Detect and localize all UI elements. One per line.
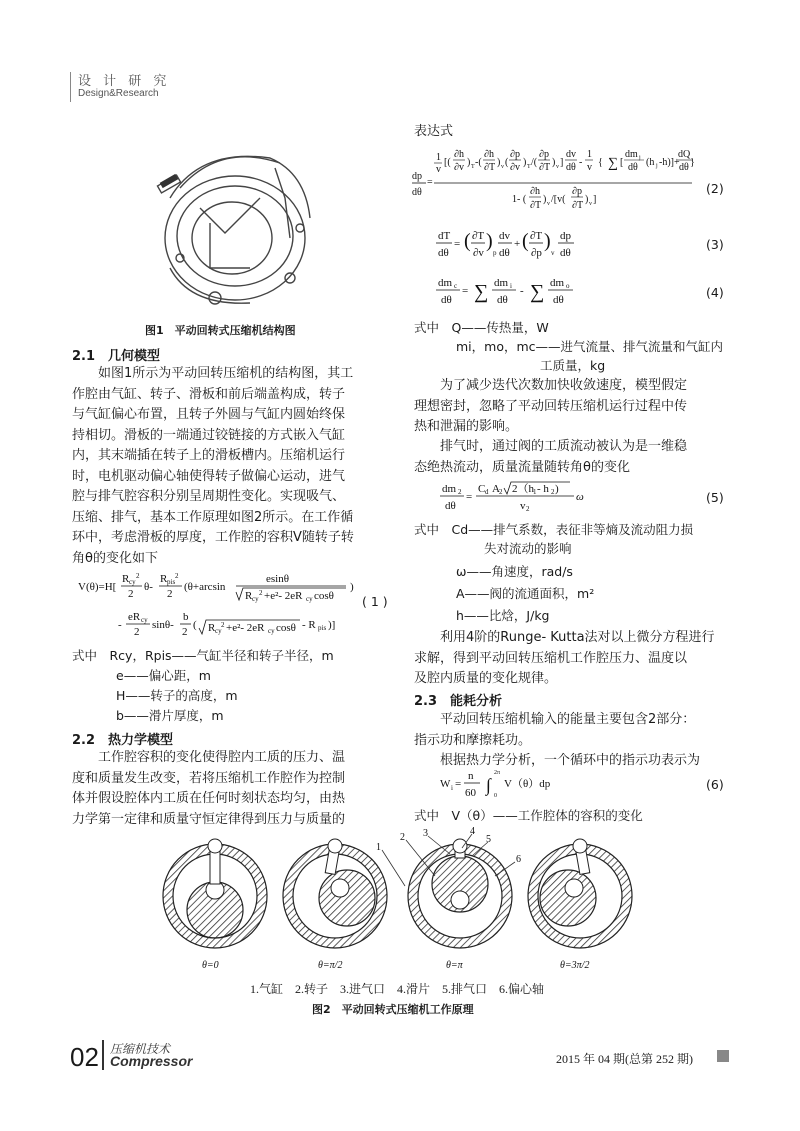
svg-text:T: T <box>527 164 531 170</box>
svg-text:2: 2 <box>167 588 173 600</box>
svg-text:dθ: dθ <box>412 187 422 198</box>
svg-text:v: v <box>547 201 550 207</box>
svg-text:∫: ∫ <box>486 775 491 795</box>
svg-text:+e²- 2eR: +e²- 2eR <box>264 590 303 602</box>
svg-text:): ) <box>486 230 493 252</box>
equation-2 <box>412 145 695 215</box>
svg-text:∂p: ∂p <box>539 149 549 160</box>
svg-text:dp: dp <box>560 230 571 242</box>
svg-text:p: p <box>493 249 497 257</box>
definition-line: 式中 Cd——排气系数，表征非等熵及流动阻力损 <box>414 522 694 537</box>
svg-text:]: ] <box>560 157 564 168</box>
issue-info: 2015 年 04 期(总第 252 期) <box>556 1052 693 1066</box>
svg-text:∂T: ∂T <box>530 230 543 242</box>
callout-label: 3 <box>423 828 428 839</box>
svg-text:R: R <box>245 590 253 602</box>
svg-text:v: v <box>587 162 592 173</box>
definition-line: ω——角速度，rad/s <box>456 564 573 579</box>
svg-text:∂v: ∂v <box>473 247 484 259</box>
text-line: 如图1所示为平动回转压缩机的结构图，其工 <box>98 366 354 381</box>
svg-text:dv: dv <box>566 149 576 160</box>
svg-text:dθ: dθ <box>560 247 571 259</box>
svg-text:2: 2 <box>526 505 530 513</box>
equation-2-number: (2) <box>706 181 724 196</box>
svg-text:60: 60 <box>465 787 476 799</box>
svg-text:C: C <box>478 483 486 495</box>
text-line: 持相切。滑板的一端通过铰链接的方式嵌入气缸 <box>72 427 346 443</box>
svg-text:v: v <box>436 164 441 175</box>
definition-line: 式中 Q——传热量，W <box>414 320 549 335</box>
svg-text:1- (: 1- ( <box>512 194 527 205</box>
svg-text:∂h: ∂h <box>454 149 464 160</box>
svg-text:esinθ: esinθ <box>266 573 289 585</box>
figure-2-frame-0 <box>163 839 267 948</box>
svg-text:cy: cy <box>252 595 259 603</box>
svg-text:∂h: ∂h <box>530 186 540 197</box>
svg-text:ω: ω <box>576 491 584 503</box>
svg-text:R: R <box>122 573 130 585</box>
svg-text:-: - <box>118 619 122 631</box>
footer-square-icon <box>717 1050 729 1062</box>
figure-2-frame-2 <box>408 839 512 948</box>
svg-text:dm: dm <box>550 277 565 289</box>
equation-6-number: (6) <box>706 777 724 792</box>
right-intro: 表达式 <box>414 124 454 139</box>
svg-text:-: - <box>520 285 524 297</box>
text-line: 度和质量发生改变，若将压缩机工作腔作为控制 <box>72 770 346 786</box>
text-line: 理想密封，忽略了平动回转压缩机运行过程中传 <box>414 398 688 414</box>
svg-text:v: v <box>551 249 555 257</box>
svg-text:=: = <box>455 778 462 790</box>
text-line: 工作腔容积的变化使得腔内工质的压力、温 <box>98 750 346 765</box>
svg-text:∂p: ∂p <box>572 186 582 197</box>
callout-label: 1 <box>376 842 381 853</box>
svg-text:∑: ∑ <box>474 281 489 303</box>
text-line: 内，其末端插在转子上的滑板槽内。压缩机运行 <box>72 448 346 463</box>
svg-text:2: 2 <box>499 488 503 496</box>
svg-text:dm: dm <box>494 277 509 289</box>
svg-text:∑: ∑ <box>608 156 618 171</box>
definition-line: b——滑片厚度，m <box>116 708 224 723</box>
paragraph-sealing <box>414 376 730 438</box>
text-line: 与气缸偏心布置，且转子外圆与气缸内圆始终保 <box>72 407 346 422</box>
svg-text:v: v <box>520 500 526 512</box>
svg-text:d: d <box>485 488 489 496</box>
section-2-1-body <box>72 364 387 569</box>
svg-text:2: 2 <box>221 621 225 629</box>
svg-text:i: i <box>510 282 512 290</box>
svg-text:]: ] <box>593 194 597 205</box>
callout-label: 6 <box>516 854 521 865</box>
svg-text:dθ: dθ <box>679 162 689 173</box>
svg-text:): ) <box>350 581 354 593</box>
svg-text:dθ: dθ <box>441 294 452 306</box>
svg-text:}: } <box>690 157 695 168</box>
definition-line: 工质量，kg <box>540 358 606 373</box>
svg-text:/[v(: /[v( <box>551 194 566 205</box>
equation-3 <box>436 225 606 265</box>
svg-text:∂T: ∂T <box>530 200 542 211</box>
svg-text:dθ: dθ <box>553 294 564 306</box>
svg-text:∂T: ∂T <box>572 200 584 211</box>
svg-text:v: v <box>556 164 559 170</box>
svg-text:c: c <box>454 282 458 290</box>
definition-line: A——阀的流通面积，m² <box>456 586 595 601</box>
svg-text:dθ: dθ <box>566 162 576 173</box>
svg-text:o: o <box>566 282 570 290</box>
svg-text:+e²- 2eR: +e²- 2eR <box>226 622 265 634</box>
callout-label: 2 <box>400 832 405 843</box>
text-line: 排气时，通过阀的工质流动被认为是一维稳 <box>440 439 688 454</box>
header-divider <box>70 72 71 102</box>
svg-text:-h)]+: -h)]+ <box>659 157 680 168</box>
svg-text:2: 2 <box>128 588 134 600</box>
svg-text:-: - <box>579 157 583 168</box>
svg-text:/(: /( <box>531 157 538 168</box>
angle-label: θ=π/2 <box>318 960 343 971</box>
section-2-3-title: 2.3 能耗分析 <box>414 694 503 709</box>
angle-label: θ=π <box>446 960 463 971</box>
text-line: 平动回转压缩机输入的能量主要包含2部分： <box>440 712 696 727</box>
svg-text:(h: (h <box>646 157 655 168</box>
definition-line: mi，mo，mc——进气流量、排气流量和气缸内 <box>456 339 724 354</box>
svg-text:dθ: dθ <box>497 294 508 306</box>
svg-text:v: v <box>589 201 592 207</box>
svg-text:T: T <box>471 164 475 170</box>
section-2-2-title: 2.2 热力学模型 <box>72 733 174 748</box>
svg-text:-(: -( <box>475 157 482 168</box>
svg-text:∂p: ∂p <box>531 247 542 259</box>
svg-text:pis: pis <box>318 624 327 632</box>
svg-text:∂T: ∂T <box>484 162 496 173</box>
text-line: 指示功和摩擦耗功。 <box>414 732 532 748</box>
svg-text:cy: cy <box>268 627 275 635</box>
svg-text:1: 1 <box>533 488 537 496</box>
svg-text:dv: dv <box>499 230 510 242</box>
svg-text:dm: dm <box>625 149 638 160</box>
svg-text:2: 2 <box>551 488 555 496</box>
definition-line: 式中 Rcy，Rpis——气缸半径和转子半径，m <box>72 648 334 663</box>
running-header: 设 计 研 究 <box>78 74 171 89</box>
svg-text:cy: cy <box>215 627 222 635</box>
svg-text:dθ: dθ <box>628 162 638 173</box>
svg-text:sinθ-: sinθ- <box>152 619 174 631</box>
svg-text:): ) <box>552 157 556 168</box>
page-number: 02 <box>70 1042 99 1072</box>
svg-text:R: R <box>208 622 216 634</box>
svg-text:2: 2 <box>175 572 179 580</box>
text-line: 腔与排气腔容积分别呈周期性变化。实现吸气、 <box>72 489 346 504</box>
svg-text:dQ: dQ <box>678 149 691 160</box>
callout-label: 4 <box>470 826 475 837</box>
text-line: 及腔内质量的变化规律。 <box>414 671 558 686</box>
svg-text:{: { <box>598 157 603 168</box>
paragraph-runge-kutta <box>414 628 730 690</box>
text-line: 热和泄漏的影响。 <box>414 419 519 434</box>
svg-text:2: 2 <box>259 589 263 597</box>
figure-2-caption: 图2 平动回转式压缩机工作原理 <box>312 1003 474 1016</box>
svg-text:2（h: 2（h <box>512 483 534 495</box>
svg-text:): ) <box>543 194 547 205</box>
footer-divider <box>102 1040 104 1070</box>
svg-text:=: = <box>466 491 473 503</box>
figure-2-frame-1 <box>283 839 387 948</box>
figure-2-image <box>150 826 650 976</box>
svg-text:): ) <box>523 157 527 168</box>
svg-text:): ) <box>585 194 589 205</box>
svg-text:dθ: dθ <box>445 500 456 512</box>
equation-4 <box>436 272 606 312</box>
svg-text:[(: [( <box>444 157 451 168</box>
svg-text:[: [ <box>620 157 624 168</box>
journal-logo-en: Compressor <box>110 1053 193 1069</box>
equation-1 <box>78 570 363 640</box>
paragraph-energy <box>414 710 730 772</box>
svg-text:n: n <box>468 770 474 782</box>
svg-text:1: 1 <box>436 152 441 163</box>
svg-text:dθ: dθ <box>499 247 510 259</box>
svg-text:cy: cy <box>141 616 148 624</box>
text-line: 体并假设腔体内工质在任何时刻状态均匀，由热 <box>72 791 346 806</box>
journal-logo-cn: 压缩机技术 <box>110 1042 171 1056</box>
svg-text:R: R <box>160 573 168 585</box>
svg-text:2: 2 <box>458 488 462 496</box>
svg-text:v: v <box>501 164 504 170</box>
text-line: 时，电机驱动偏心轴使得转子做偏心运动，进气 <box>72 468 346 484</box>
svg-text:pis: pis <box>167 578 176 586</box>
svg-text:=: = <box>427 177 433 188</box>
svg-text:∑: ∑ <box>530 281 545 303</box>
figure-1-caption: 图1 平动回转式压缩机结构图 <box>145 324 296 337</box>
svg-text:cosθ: cosθ <box>276 622 296 634</box>
equation-5-number: (5) <box>706 490 724 505</box>
svg-text:dm: dm <box>442 483 457 495</box>
equation-3-number: (3) <box>706 237 724 252</box>
figure-2-legend: 1.气缸 2.转子 3.进气口 4.滑片 5.排气口 6.偏心轴 <box>250 982 545 996</box>
text-line: 压缩、排气，基本工作原理如图2所示。在工作循 <box>72 509 354 525</box>
section-2-2-body <box>72 748 387 830</box>
svg-text:∂v: ∂v <box>454 162 464 173</box>
svg-text:2: 2 <box>182 626 188 638</box>
svg-text:j: j <box>639 155 641 161</box>
text-line: 利用4阶的Runge- Kutta法对以上微分方程进行 <box>440 630 715 645</box>
svg-text:)]: )] <box>328 619 336 631</box>
svg-text:V(θ)=H[: V(θ)=H[ <box>78 581 117 593</box>
svg-text:dT: dT <box>438 230 451 242</box>
svg-text:eR: eR <box>128 611 141 623</box>
svg-text:dθ: dθ <box>438 247 449 259</box>
paragraph-discharge <box>414 437 730 478</box>
svg-text:θ-: θ- <box>144 581 153 593</box>
definition-line: 失对流动的影响 <box>484 541 572 556</box>
svg-text:V（θ）dp: V（θ）dp <box>504 778 551 790</box>
svg-text:∂v: ∂v <box>510 162 520 173</box>
svg-text:∂T: ∂T <box>539 162 551 173</box>
svg-text:- R: - R <box>302 619 316 631</box>
svg-text:∂h: ∂h <box>484 149 494 160</box>
svg-text:+: + <box>514 238 521 250</box>
running-header-en: Design&Research <box>78 88 159 99</box>
text-line: 角θ的变化如下 <box>72 550 158 566</box>
callout-label: 5 <box>486 834 491 845</box>
figure-1-image <box>140 128 320 313</box>
svg-text:dp: dp <box>412 171 422 182</box>
svg-text:(: ( <box>193 619 197 631</box>
svg-text:dm: dm <box>438 277 453 289</box>
svg-text:A: A <box>492 483 500 495</box>
svg-text:j: j <box>656 163 658 169</box>
definition-line: H——转子的高度，m <box>116 688 238 703</box>
angle-label: θ=0 <box>202 960 219 971</box>
svg-text:∂p: ∂p <box>510 149 520 160</box>
svg-text:=: = <box>462 285 469 297</box>
svg-text:2π: 2π <box>494 770 501 776</box>
svg-text:(θ+arcsin: (θ+arcsin <box>184 581 226 593</box>
section-2-1-title: 2.1 几何模型 <box>72 349 161 364</box>
figure-2-frame-3 <box>528 839 632 948</box>
definition-line: e——偏心距，m <box>116 668 211 683</box>
definition-line: 式中 V（θ）——工作腔体的容积的变化 <box>414 808 643 823</box>
svg-text:cy: cy <box>129 578 136 586</box>
svg-text:(: ( <box>522 230 529 252</box>
text-line: 力学第一定律和质量守恒定律得到压力与质量的 <box>72 811 346 827</box>
definition-line: h——比焓，J/kg <box>456 608 550 623</box>
svg-text:2: 2 <box>136 572 140 580</box>
svg-text:cy: cy <box>306 595 313 603</box>
text-line: 求解，得到平动回转压缩机工作腔压力、温度以 <box>414 650 688 666</box>
text-line: 为了减少迭代次数加快收敛速度，模型假定 <box>440 378 688 393</box>
text-line: 根据热力学分析，一个循环中的指示功表示为 <box>440 753 701 768</box>
text-line: 态绝热流动，质量流量随转角θ的变化 <box>414 459 630 475</box>
equation-1-number: ( 1 ) <box>362 594 388 609</box>
equation-5 <box>440 478 590 518</box>
svg-text:(: ( <box>464 230 471 252</box>
svg-text:i: i <box>451 784 453 792</box>
svg-text:): ) <box>497 157 501 168</box>
svg-text:cosθ: cosθ <box>314 590 334 602</box>
equation-6 <box>440 765 590 805</box>
text-line: 环中，考虑滑板的厚度，工作腔的容积V随转子转 <box>72 530 354 545</box>
angle-label: θ=3π/2 <box>560 960 590 971</box>
svg-text:): ) <box>467 157 471 168</box>
svg-text:=: = <box>454 238 461 250</box>
svg-text:): ) <box>544 230 551 252</box>
svg-text:1: 1 <box>587 149 592 160</box>
svg-text:- h: - h <box>537 483 549 495</box>
svg-text:b: b <box>183 611 189 623</box>
text-line: 作腔由气缸、转子、滑板和前后端盖构成，转子 <box>72 386 346 402</box>
equation-4-number: (4) <box>706 285 724 300</box>
svg-text:0: 0 <box>494 793 497 799</box>
svg-text:2: 2 <box>134 626 140 638</box>
svg-text:W: W <box>440 778 451 790</box>
svg-text:(: ( <box>505 157 509 168</box>
svg-text:∂T: ∂T <box>472 230 485 242</box>
svg-text:): ) <box>555 483 559 495</box>
